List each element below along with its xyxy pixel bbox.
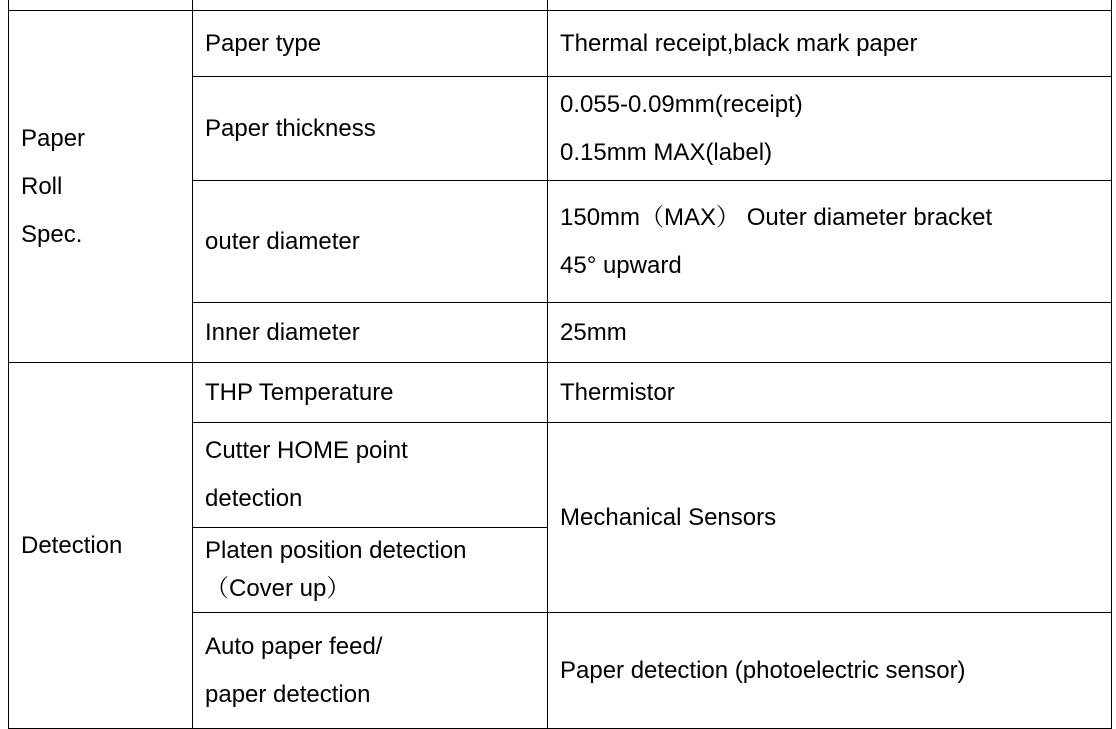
item-text: paper detection	[205, 680, 371, 708]
item-text: Inner diameter	[205, 318, 360, 346]
group-label-line: Spec.	[21, 220, 83, 248]
item-cell	[193, 11, 548, 77]
value-cell	[548, 11, 1112, 77]
item-cell	[193, 303, 548, 363]
value-cell	[548, 303, 1112, 363]
item-text: Paper type	[205, 29, 322, 57]
value-text: Thermal receipt,black mark paper	[560, 29, 918, 57]
specification-table	[8, 0, 1112, 729]
item-cell	[193, 363, 548, 423]
item-cell	[193, 528, 548, 613]
group-label-line: Roll	[21, 172, 63, 200]
value-cell	[548, 613, 1112, 729]
value-text: 0.055-0.09mm(receipt)	[560, 90, 803, 118]
item-text: Cutter HOME point	[205, 437, 408, 464]
group-label-line: Paper	[21, 124, 86, 152]
group-label-line: Detection	[21, 531, 123, 559]
item-text: Paper thickness	[205, 114, 376, 142]
table-row	[9, 363, 1112, 423]
table-cell	[193, 0, 548, 11]
value-text: 150mm（MAX） Outer diameter bracket	[560, 203, 993, 231]
table-cell	[9, 0, 193, 11]
item-text: （Cover up）	[205, 575, 351, 602]
value-cell	[548, 363, 1112, 423]
value-text: Mechanical Sensors	[560, 503, 777, 531]
item-cell	[193, 181, 548, 303]
item-text: detection	[205, 485, 303, 512]
item-cell	[193, 423, 548, 528]
item-text: Platen position detection	[205, 537, 467, 564]
value-text: 25mm	[560, 318, 627, 346]
value-text: Thermistor	[560, 378, 675, 406]
value-text: 45° upward	[560, 251, 682, 279]
group-label-paper-roll	[9, 11, 193, 363]
item-text: Auto paper feed/	[205, 632, 383, 660]
item-cell	[193, 613, 548, 729]
item-cell	[193, 77, 548, 181]
table-row	[9, 11, 1112, 77]
group-label-detection	[9, 363, 193, 729]
value-cell	[548, 181, 1112, 303]
item-text: outer diameter	[205, 227, 360, 255]
value-text: 0.15mm MAX(label)	[560, 138, 773, 166]
table-row-top-border	[9, 0, 1112, 11]
value-cell	[548, 77, 1112, 181]
value-text: Paper detection (photoelectric sensor)	[560, 656, 966, 684]
value-cell	[548, 423, 1112, 613]
item-text: THP Temperature	[205, 378, 394, 406]
table-cell	[548, 0, 1112, 11]
